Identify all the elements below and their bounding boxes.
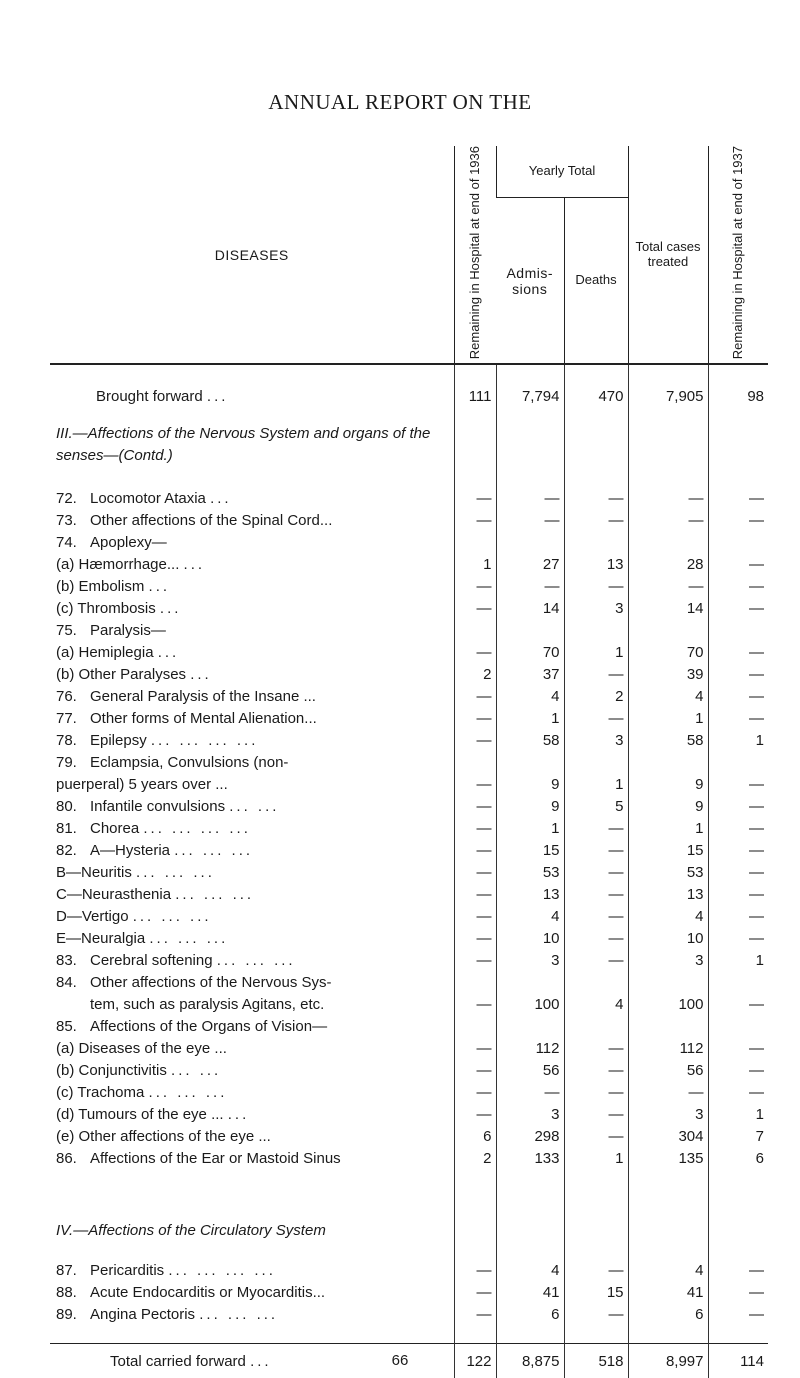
- table-row: 88. Acute Endocarditis or Myocarditis... — 41 15 41 —: [50, 1279, 768, 1301]
- table-row: 74. Apoplexy—: [50, 529, 768, 551]
- table-row: 78. Epilepsy ... ... ... ... — 58 3 58 1: [50, 727, 768, 749]
- table-row: Brought forward ... 111 7,794 470 7,905 98: [50, 383, 768, 405]
- table-row: C—Neurasthenia ... ... ... — 13 — 13 —: [50, 881, 768, 903]
- table-row: 89. Angina Pectoris ... ... ... — 6 — 6 —: [50, 1301, 768, 1323]
- table-row: 82. A—Hysteria ... ... ... — 15 — 15 —: [50, 837, 768, 859]
- section-heading: IV.—Affections of the Circulatory System: [50, 1217, 768, 1239]
- table-row: (c) Trachoma ... ... ... — — — — —: [50, 1079, 768, 1101]
- table-row: 77. Other forms of Mental Alienation... — 1 — 1 —: [50, 705, 768, 727]
- table-row: (b) Conjunctivitis ... ... — 56 — 56 —: [50, 1057, 768, 1079]
- header-admissions: Admis- sions: [496, 198, 564, 365]
- table-row: 75. Paralysis—: [50, 617, 768, 639]
- header-deaths: Deaths: [564, 198, 628, 365]
- header-total-treated: Total cases treated: [628, 146, 708, 364]
- page-title: ANNUAL REPORT ON THE: [268, 90, 532, 114]
- table-row: (b) Embolism ... — — — — —: [50, 573, 768, 595]
- table-row: puerperal) 5 years over ... — 9 1 9 —: [50, 771, 768, 793]
- table-row: 73. Other affections of the Spinal Cord... — — — — —: [50, 507, 768, 529]
- section-heading: III.—Affections of the Nervous System and organs of the senses—(Contd.): [50, 423, 768, 467]
- table-row: (b) Other Paralyses ... 2 37 — 39 —: [50, 661, 768, 683]
- table-row: 83. Cerebral softening ... ... ... — 3 — 3 1: [50, 947, 768, 969]
- diseases-table: [50, 146, 768, 1378]
- table-row: 84. Other affections of the Nervous Sys-: [50, 969, 768, 991]
- table-row: B—Neuritis ... ... ... — 53 — 53 —: [50, 859, 768, 881]
- table-row: 86. Affections of the Ear or Mastoid Sinus 2 133 1 135 6: [50, 1145, 768, 1167]
- table-row: 72. Locomotor Ataxia ... — — — — —: [50, 485, 768, 507]
- table-row: (d) Tumours of the eye ... ... — 3 — 3 1: [50, 1101, 768, 1123]
- table-row: 85. Affections of the Organs of Vision—: [50, 1013, 768, 1035]
- table-row: tem, such as paralysis Agitans, etc. — 100 4 100 —: [50, 991, 768, 1013]
- table-row: (e) Other affections of the eye ... 6 298 — 304 7: [50, 1123, 768, 1145]
- table-row: (c) Thrombosis ... — 14 3 14 —: [50, 595, 768, 617]
- table-row: E—Neuralgia ... ... ... — 10 — 10 —: [50, 925, 768, 947]
- header-diseases: DISEASES: [50, 146, 454, 364]
- table-row: 76. General Paralysis of the Insane ... — 4 2 4 —: [50, 683, 768, 705]
- table-row: (a) Hæmorrhage... ... 1 27 13 28 —: [50, 551, 768, 573]
- total-row: Total carried forward ... 122 8,875 518 8,997 114: [50, 1344, 768, 1378]
- table-row: 87. Pericarditis ... ... ... ... — 4 — 4 —: [50, 1257, 768, 1279]
- table-row: 79. Eclampsia, Convulsions (non-: [50, 749, 768, 771]
- header-remaining-start: Remaining in Hospital at end of 1936: [454, 146, 496, 364]
- page-number: 66: [391, 1352, 409, 1369]
- table-row: 80. Infantile convulsions ... ... — 9 5 9 —: [50, 793, 768, 815]
- table-row: 81. Chorea ... ... ... ... — 1 — 1 —: [50, 815, 768, 837]
- header-remaining-end: Remaining in Hospital at end of 1937: [708, 146, 768, 364]
- table-row: (a) Hemiplegia ... — 70 1 70 —: [50, 639, 768, 661]
- header-yearly-total: Yearly Total: [496, 146, 628, 198]
- table-row: (a) Diseases of the eye ... — 112 — 112 —: [50, 1035, 768, 1057]
- table-row: D—Vertigo ... ... ... — 4 — 4 —: [50, 903, 768, 925]
